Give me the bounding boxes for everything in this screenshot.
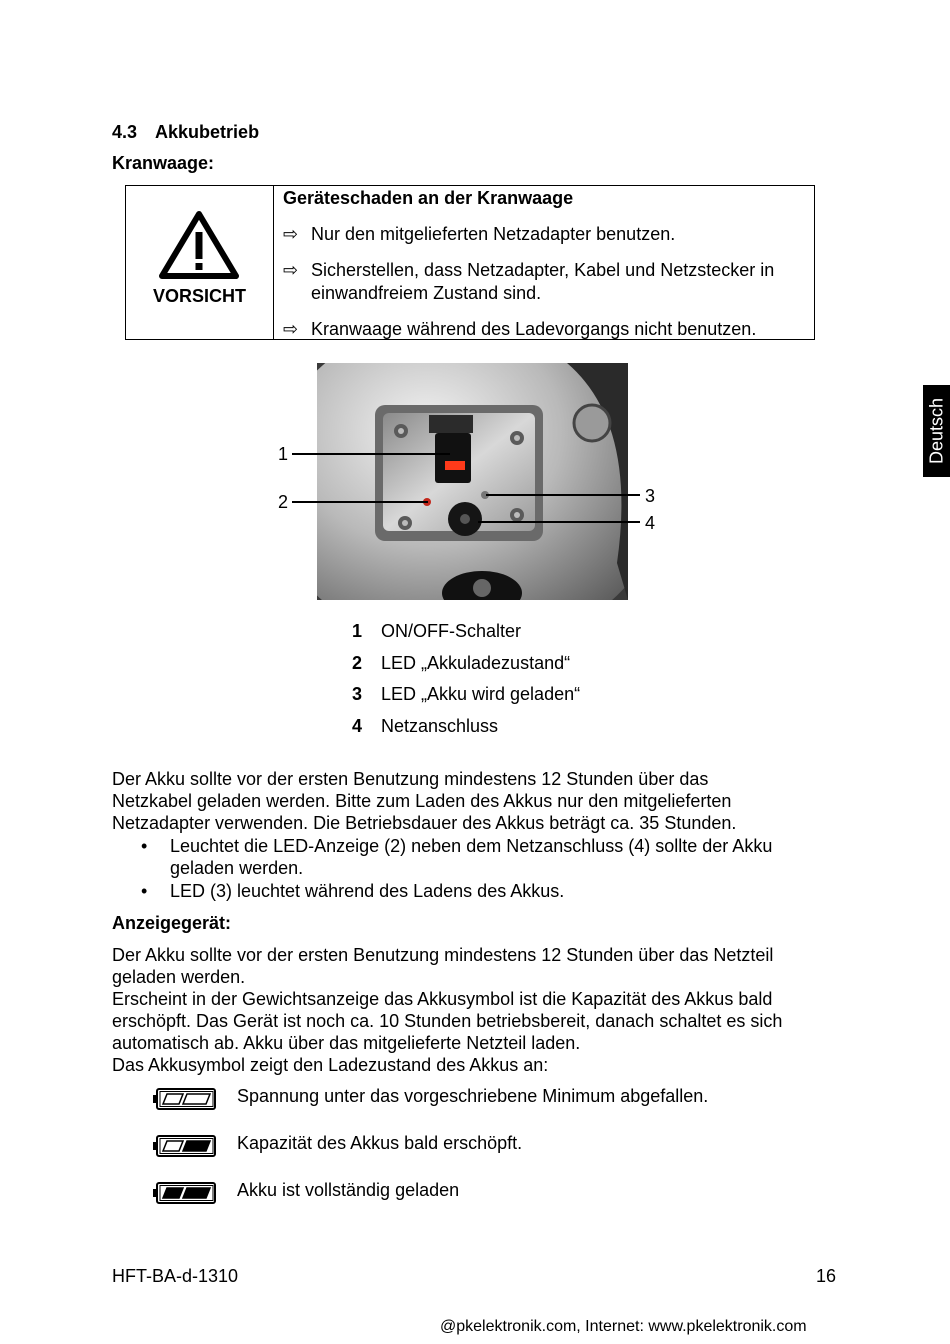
page-number: 16 (816, 1266, 837, 1286)
legend-label: ON/OFF-Schalter (381, 621, 522, 641)
warning-item-text: Nur den mitgelieferten Netzadapter benutzen. (311, 224, 676, 244)
battery-terminal (153, 1142, 157, 1150)
text-line: Der Akku sollte vor der ersten Benutzung mindestens 12 Stunden über das Netzteil (112, 945, 774, 965)
battery-terminal (153, 1095, 157, 1103)
callout-number: 1 (278, 444, 289, 464)
warning-triangle-icon (159, 210, 239, 280)
battery-segment (163, 1141, 183, 1151)
anzeige-heading: Anzeigegerät: (112, 913, 232, 933)
bullet-icon: • (141, 836, 148, 856)
legend-number: 4 (352, 716, 363, 736)
arrow-icon: ⇨ (283, 260, 299, 280)
warning-item (283, 223, 675, 246)
language-tab-label: Deutsch (926, 397, 946, 465)
device-photo-illustration (317, 363, 628, 600)
battery-state-label: Kapazität des Akkus bald erschöpft. (237, 1133, 523, 1153)
warning-item-text: Sicherstellen, dass Netzadapter, Kabel und Netzstecker in einwandfreiem Zustand sind. (311, 260, 775, 303)
arrow-icon: ⇨ (283, 224, 299, 244)
arrow-icon: ⇨ (283, 319, 299, 339)
device-photo (317, 363, 628, 600)
section-title: Akkubetrieb (155, 122, 260, 142)
bullet-line: LED (3) leuchtet während des Ladens des Akkus. (170, 881, 565, 901)
bullet-item (141, 880, 564, 902)
battery-segment (183, 1094, 210, 1104)
battery-state-label: Spannung unter das vorgeschriebene Minimum abgefallen. (237, 1086, 709, 1106)
section-heading (112, 121, 259, 143)
bullet-line: geladen werden. (170, 858, 304, 878)
text-line: automatisch ab. Akku über das mitgelieferte Netzteil laden. (112, 1033, 581, 1053)
battery-low-icon (153, 1134, 217, 1158)
battery-segment (183, 1141, 210, 1151)
battery-segment (183, 1188, 210, 1198)
warning-item (283, 259, 813, 305)
callout-number: 3 (645, 486, 656, 506)
legend-label: LED „Akkuladezustand“ (381, 653, 571, 673)
battery-segment (163, 1094, 183, 1104)
bullet-icon: • (141, 881, 148, 901)
callout-number: 4 (645, 513, 656, 533)
text-line: Erscheint in der Gewichtsanzeige das Akkusymbol ist die Kapazität des Akkus bald (112, 989, 773, 1009)
legend-label: LED „Akku wird geladen“ (381, 684, 581, 704)
language-tab (923, 385, 950, 477)
legend-item (352, 683, 580, 705)
contact-text: @pkelektronik.com, Internet: www.pkelektronik.com (440, 1318, 807, 1335)
paragraph-charging (112, 768, 736, 834)
legend-number: 1 (352, 621, 363, 641)
legend-number: 2 (352, 653, 363, 673)
bullet-line: Leuchtet die LED-Anzeige (2) neben dem Netzanschluss (4) sollte der Akku (170, 836, 773, 856)
warning-divider (273, 186, 274, 339)
text-line: Netzkabel geladen werden. Bitte zum Laden des Akkus nur den mitgelieferten (112, 791, 732, 811)
callout-number: 2 (278, 492, 289, 512)
battery-full-icon (153, 1181, 217, 1205)
document-id: HFT-BA-d-1310 (112, 1266, 239, 1286)
battery-segment (163, 1188, 183, 1198)
legend-item (352, 715, 498, 737)
warning-item (283, 318, 756, 341)
paragraph-display (112, 944, 782, 1076)
text-line: Der Akku sollte vor der ersten Benutzung mindestens 12 Stunden über das (112, 769, 709, 789)
legend-item (352, 620, 521, 642)
warning-title: Geräteschaden an der Kranwaage (283, 188, 574, 208)
battery-terminal (153, 1189, 157, 1197)
text-line: Das Akkusymbol zeigt den Ladezustand des Akkus an: (112, 1055, 549, 1075)
warning-box (125, 185, 815, 340)
legend-number: 3 (352, 684, 363, 704)
signal-word: VORSICHT (152, 286, 246, 306)
text-line: geladen werden. (112, 967, 246, 987)
warning-item-text: Kranwaage während des Ladevorgangs nicht benutzen. (311, 319, 757, 339)
battery-state-label: Akku ist vollständig geladen (237, 1180, 460, 1200)
bullet-item (141, 835, 772, 879)
text-line: Netzadapter verwenden. Die Betriebsdauer des Akkus beträgt ca. 35 Stunden. (112, 813, 737, 833)
legend-label: Netzanschluss (381, 716, 499, 736)
text-line: erschöpft. Das Gerät ist noch ca. 10 Stunden betriebsbereit, danach schaltet es sich (112, 1011, 783, 1031)
section-number: 4.3 (112, 122, 138, 142)
legend-item (352, 652, 570, 674)
kranwaage-heading: Kranwaage: (112, 153, 215, 173)
battery-empty-icon (153, 1087, 217, 1111)
